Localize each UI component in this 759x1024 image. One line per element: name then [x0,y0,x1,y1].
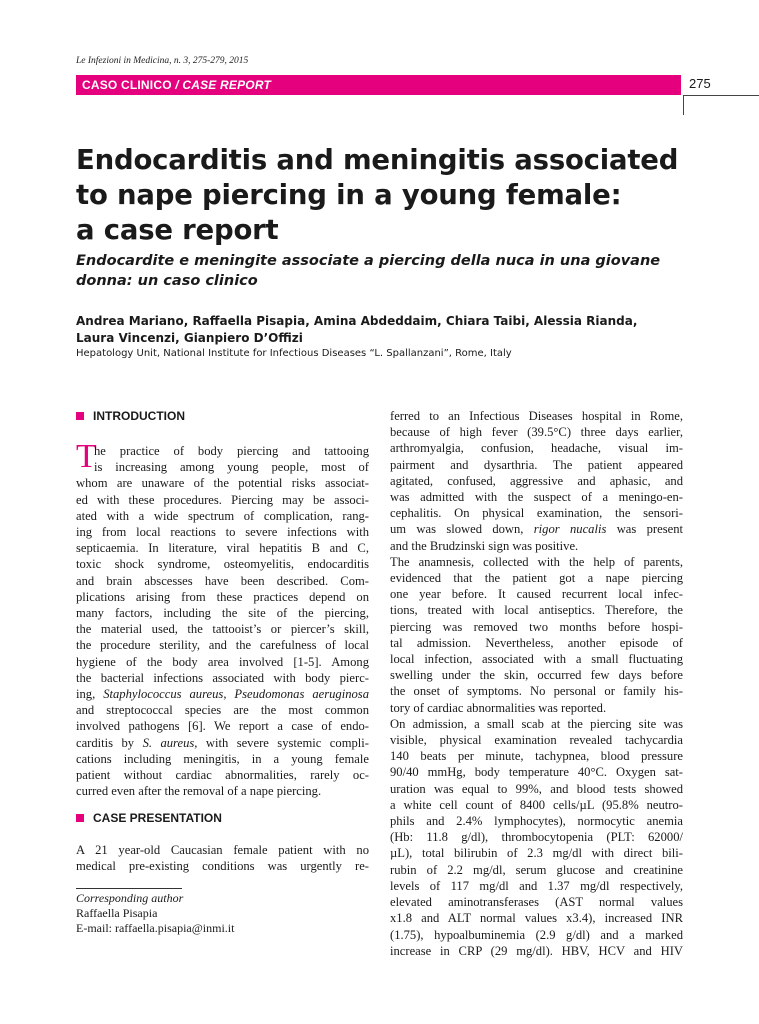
body-line: pairment and dysarthria. The patient appeared [390,457,683,472]
organism-name: Pseudomonas aeruginosa [234,687,370,702]
body-line: a white cell count of 8400 cells/µL (95.8% neutro- [390,797,683,812]
body-line: 90/40 mmHg, body temperature 40°C. Oxygen sat- [390,765,683,780]
intro-line-organisms [76,686,369,702]
case-line: medical pre-existing conditions was urgently re- [76,859,369,874]
intro-line: the procedure sterility, and the carefulness of local [76,638,369,653]
intro-line: the bacterial infections associated with body pierc- [76,670,369,685]
introduction-heading [76,408,185,424]
section-label-english: CASE REPORT [182,78,272,92]
body-line: visible, physical examination revealed tachycardia [390,733,683,748]
case-presentation-heading [76,810,222,826]
intro-text: , [223,687,235,702]
body-line: (Hb: 11.8 g/dl), thrombocytopenia (PLT: 62000/ [390,830,683,845]
title-line-2: to nape piercing in a young female: [76,179,622,211]
body-line: phils and 2.4% lymphocytes), normocytic anemia [390,814,683,829]
body-text: was present [606,522,683,537]
body-line: tions, treated with local antiseptics. Therefore, the [390,603,683,618]
body-line: and the Brudzinski sign was positive. [390,538,579,553]
body-line: one year before. It caused recurrent local infec- [390,587,683,602]
authors-line-2: Laura Vincenzi, Gianpiero D’Offizi [76,331,303,345]
intro-line: septicaemia. In literature, viral hepatitis B and C, [76,541,369,556]
body-line: local infection, associated with a small fluctuating [390,652,683,667]
intro-line: the material used, the tattooist’s or piercer’s skill, [76,622,369,637]
body-line: arthromyalgia, confusion, headache, visual im- [390,441,683,456]
body-line: piercing was removed two months before hospi- [390,619,683,634]
case-line: A 21 year-old Caucasian female patient with no [76,843,369,857]
body-line: x1.8 and ALT normal values x3.4), increased INR [390,911,683,926]
body-line: levels of 117 mg/dl and 1.37 mg/dl respectively, [390,878,683,893]
intro-line: hygiene of the body area involved [1-5]. Among [76,654,369,669]
intro-line: many factors, including the site of the piercing, [76,606,369,621]
body-line: cephalitis. On physical examination, the sensori- [390,506,683,521]
case-presentation-body [76,842,369,874]
page-number: 275 [689,76,711,91]
intro-line: ing from local reactions to severe infections with [76,525,369,540]
body-line: was admitted with the suspect of a meningo-en- [390,490,683,505]
article-title [76,143,696,248]
body-line: tory of cardiac abnormalities was reported. [390,700,607,715]
right-column-body [390,408,683,959]
section-label-italian: CASO CLINICO [82,78,172,92]
organism-name: S. aureus [142,735,195,750]
title-line-3: a case report [76,214,279,246]
body-line: tal admission. Nevertheless, another episode of [390,635,683,650]
intro-line-organism [76,735,369,751]
section-bullet-icon [76,814,84,822]
intro-line: patient without cardiac abnormalities, rarely oc- [76,768,369,783]
corresponding-author-name: Raffaella Pisapia [76,906,158,920]
body-line: increase in CRP (29 mg/dl). HBV, HCV and HIV [390,943,683,958]
body-line: rubin of 2.2 mg/dl, serum glucose and creatinine [390,862,683,877]
footnote-rule [76,888,182,889]
intro-line: he practice of body piercing and tattooing [94,444,369,458]
intro-text: ing, [76,687,96,702]
section-bullet-icon [76,412,84,420]
body-line: because of high fever (39.5°C) three days earlier, [390,425,683,440]
drop-cap: T [76,438,97,475]
subtitle-line-2: donna: un caso clinico [76,273,258,289]
intro-line: whom are unaware of the potential risks associat- [76,476,369,491]
body-line: The anamnesis, collected with the help of parents, [390,554,683,569]
section-label-bar [76,75,681,95]
intro-line: and streptococcal species are the most common [76,703,369,718]
title-line-1: Endocarditis and meningitis associated [76,144,679,176]
case-presentation-heading-text: CASE PRESENTATION [93,811,222,825]
corresponding-author-label: Corresponding author [76,891,184,905]
article-subtitle-italian [76,251,696,291]
affiliation: Hepatology Unit, National Institute for Infectious Diseases “L. Spallanzani”, Rome, Italy [76,348,512,359]
author-list [76,313,696,347]
body-line: agitated, confused, aggressive and aphasic, and [390,473,683,488]
intro-line: cations including meningitis, in a young female [76,751,369,766]
intro-line: ed with these procedures. Piercing may be associ- [76,492,369,507]
subtitle-line-1: Endocardite e meningite associate a piercing della nuca in una giovane [76,253,661,269]
body-line-rigor [390,521,683,537]
journal-citation: Le Infezioni in Medicina, n. 3, 275-279, 2015 [76,56,249,66]
body-line: swelling under the skin, occurred few days before [390,668,683,683]
intro-line: toxic shock syndrome, osteomyelitis, endocarditis [76,557,369,572]
rigor-nucalis-term: rigor nucalis [533,522,607,537]
intro-line: curred even after the removal of a nape piercing. [76,784,322,799]
body-line: µL), total bilirubin of 2.3 mg/dl with direct bili- [390,846,683,861]
corresponding-author [76,891,369,936]
authors-line-1: Andrea Mariano, Raffaella Pisapia, Amina Abdeddaim, Chiara Taibi, Alessia Rianda, [76,314,638,328]
intro-line: is increasing among young people, most of [94,460,369,475]
intro-line: plications arising from these practices depend on [76,589,369,604]
body-line: uration was equal to 99%, and blood tests showed [390,781,683,796]
body-line: (1.75), hypoalbuminemia (2.9 g/dl) and a marked [390,927,683,942]
body-line: elevated aminotransferases (AST normal values [390,895,683,910]
intro-text: , with severe systemic compli- [194,735,369,750]
body-line: On admission, a small scab at the piercing site was [390,716,683,731]
intro-text: carditis by [76,735,135,750]
introduction-body [76,443,369,799]
intro-line: and brain abscesses have been described. Com- [76,573,369,588]
body-line: 140 beats per minute, tachypnea, blood pressure [390,749,683,764]
intro-line: ated with a wide spectrum of complication, rang- [76,508,369,523]
body-line: ferred to an Infectious Diseases hospital in Rome, [390,409,683,423]
intro-line: involved pathogens [6]. We report a case of endo- [76,719,369,734]
page-number-rule [683,95,759,96]
body-text: um was slowed down, [390,522,534,537]
body-line: evidenced that the patient got a nape piercing [390,571,683,586]
body-line: the onset of symptoms. No personal or family his- [390,684,683,699]
section-label-separator: / [171,78,183,92]
organism-name: Staphylococcus aureus [103,687,224,702]
corresponding-author-email: E-mail: raffaella.pisapia@inmi.it [76,921,235,935]
page-number-rule-vertical [683,95,684,115]
introduction-heading-text: INTRODUCTION [93,409,185,423]
